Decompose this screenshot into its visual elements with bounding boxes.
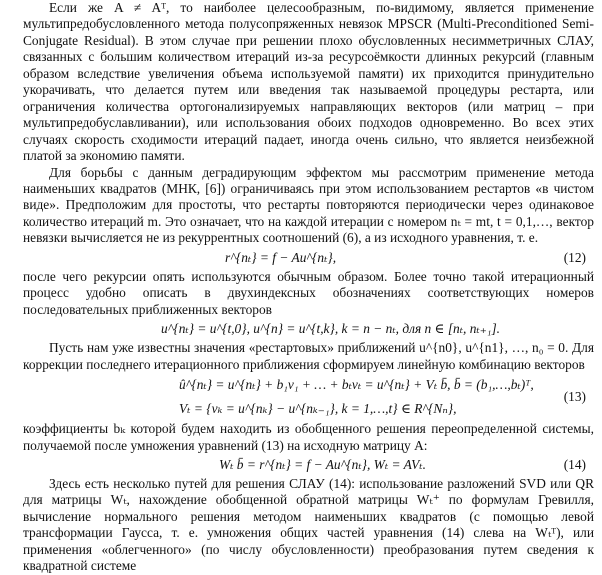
paragraph-recursion: после чего рекурсии опять используются обычным образом. Более точно такой итерационный процесс удобно описать в двухиндексных обозначениях соответствующих номеров последовательных приближенных векторов — [23, 268, 594, 317]
paragraph-lsq: Для борьбы с данным деградирующим эффектом мы рассмотрим применение метода наименьших квадратов (МНК, [6]) ограничиваясь при этом использованием рестартов «в чистом виде». Предположим для простоты, что рестарты повторяются периодически через одинаковое количество итераций m. Это означает, что на каждой итерации с номером nₜ = mt, t = 0,1,…, вектор невязки вычисляется не из рекуррентных соотношений (6), а из исходного уравнения, т. е. — [23, 164, 594, 246]
equation-12-body: r^{nₜ} = f − Au^{nₜ}, — [225, 249, 337, 265]
equation-12 — [23, 247, 594, 269]
equation-12-number: (12) — [563, 249, 586, 265]
equation-13b — [23, 389, 594, 421]
paragraph-intro: Если же A ≠ Aᵀ, то наиболее целесообразным, по-видимому, является применение мультипредобусловленного метода полусопряженных невязок MPSCR (Multi-Preconditioned Semi-Conjugate Residual). В этом случае при решении плохо обусловленных несимметричных СЛАУ, связанных с большим количеством итераций из-за ресурсоёмкости длинных рекурсий (главным образом вследствие увеличения объема используемой памяти) их приходится принудительно укорачивать, что делается путем или введения так называемой процедуры рестарта, или ограничения количества ортогонализируемых направляющих векторов (или матриц – при мультипредобуславливании), или использования обоих подходов одновременно. Во всех этих случаях скорость сходимости итераций падает, иногда очень сильно, что является неизбежной платой за экономию памяти. — [23, 0, 594, 164]
paragraph-restart-values: Пусть нам уже известны значения «рестартовых» приближений u^{n0}, u^{n1}, …, n₀ = 0. Для коррекции последнего итерационного приближения сформируем линейную комбинацию векторов — [23, 340, 594, 372]
equation-13b-body: Vₜ = {vₖ = u^{nₖ} − u^{nₖ₋₁}, k = 1,…,t} ∈ R^{Nₙ}, — [179, 401, 457, 417]
equation-14 — [23, 454, 594, 476]
equation-restart-indices — [23, 318, 594, 340]
equation-14-body: Wₜ b̄ = r^{nₜ} = f − Au^{nₜ}, Wₜ = AVₜ. — [219, 456, 426, 472]
paragraph-coefficients: коэффициенты bₖ которой будем находить из обобщенного решения переопределенной системы, получаемой после умножения уравнений (13) на исходную матрицу A: — [23, 421, 594, 453]
equation-14-number: (14) — [563, 456, 586, 472]
equation-13a-body: û^{nₜ} = u^{nₜ} + b₁v₁ + … + bₜvₜ = u^{nₜ} + Vₜ b̄, b̄ = (b₁,…,bₜ)ᵀ, — [179, 377, 534, 393]
equation-13-number: (13) — [563, 389, 586, 405]
paragraph-solution-methods: Здесь есть несколько путей для решения СЛАУ (14): использование разложений SVD или QR для матрицы Wₜ, нахождение обобщенной обратной матрицы Wₜ⁺ по формулам Гревилля, вычисление нормального решения методом наименьших квадратов (с помощью левой трансформации Гаусса, т. е. умножения общих частей уравнения (14) слева на Wₜᵀ), или применения «облегченного» (по числу обусловленности) преобразования путем сведения к квадратной системе — [23, 475, 594, 574]
equation-13a — [23, 373, 594, 397]
equation-restart-body: u^{nₜ} = u^{t,0}, u^{n} = u^{t,k}, k = n − nₜ, для n ∈ [nₜ, nₜ₊₁]. — [161, 321, 501, 337]
